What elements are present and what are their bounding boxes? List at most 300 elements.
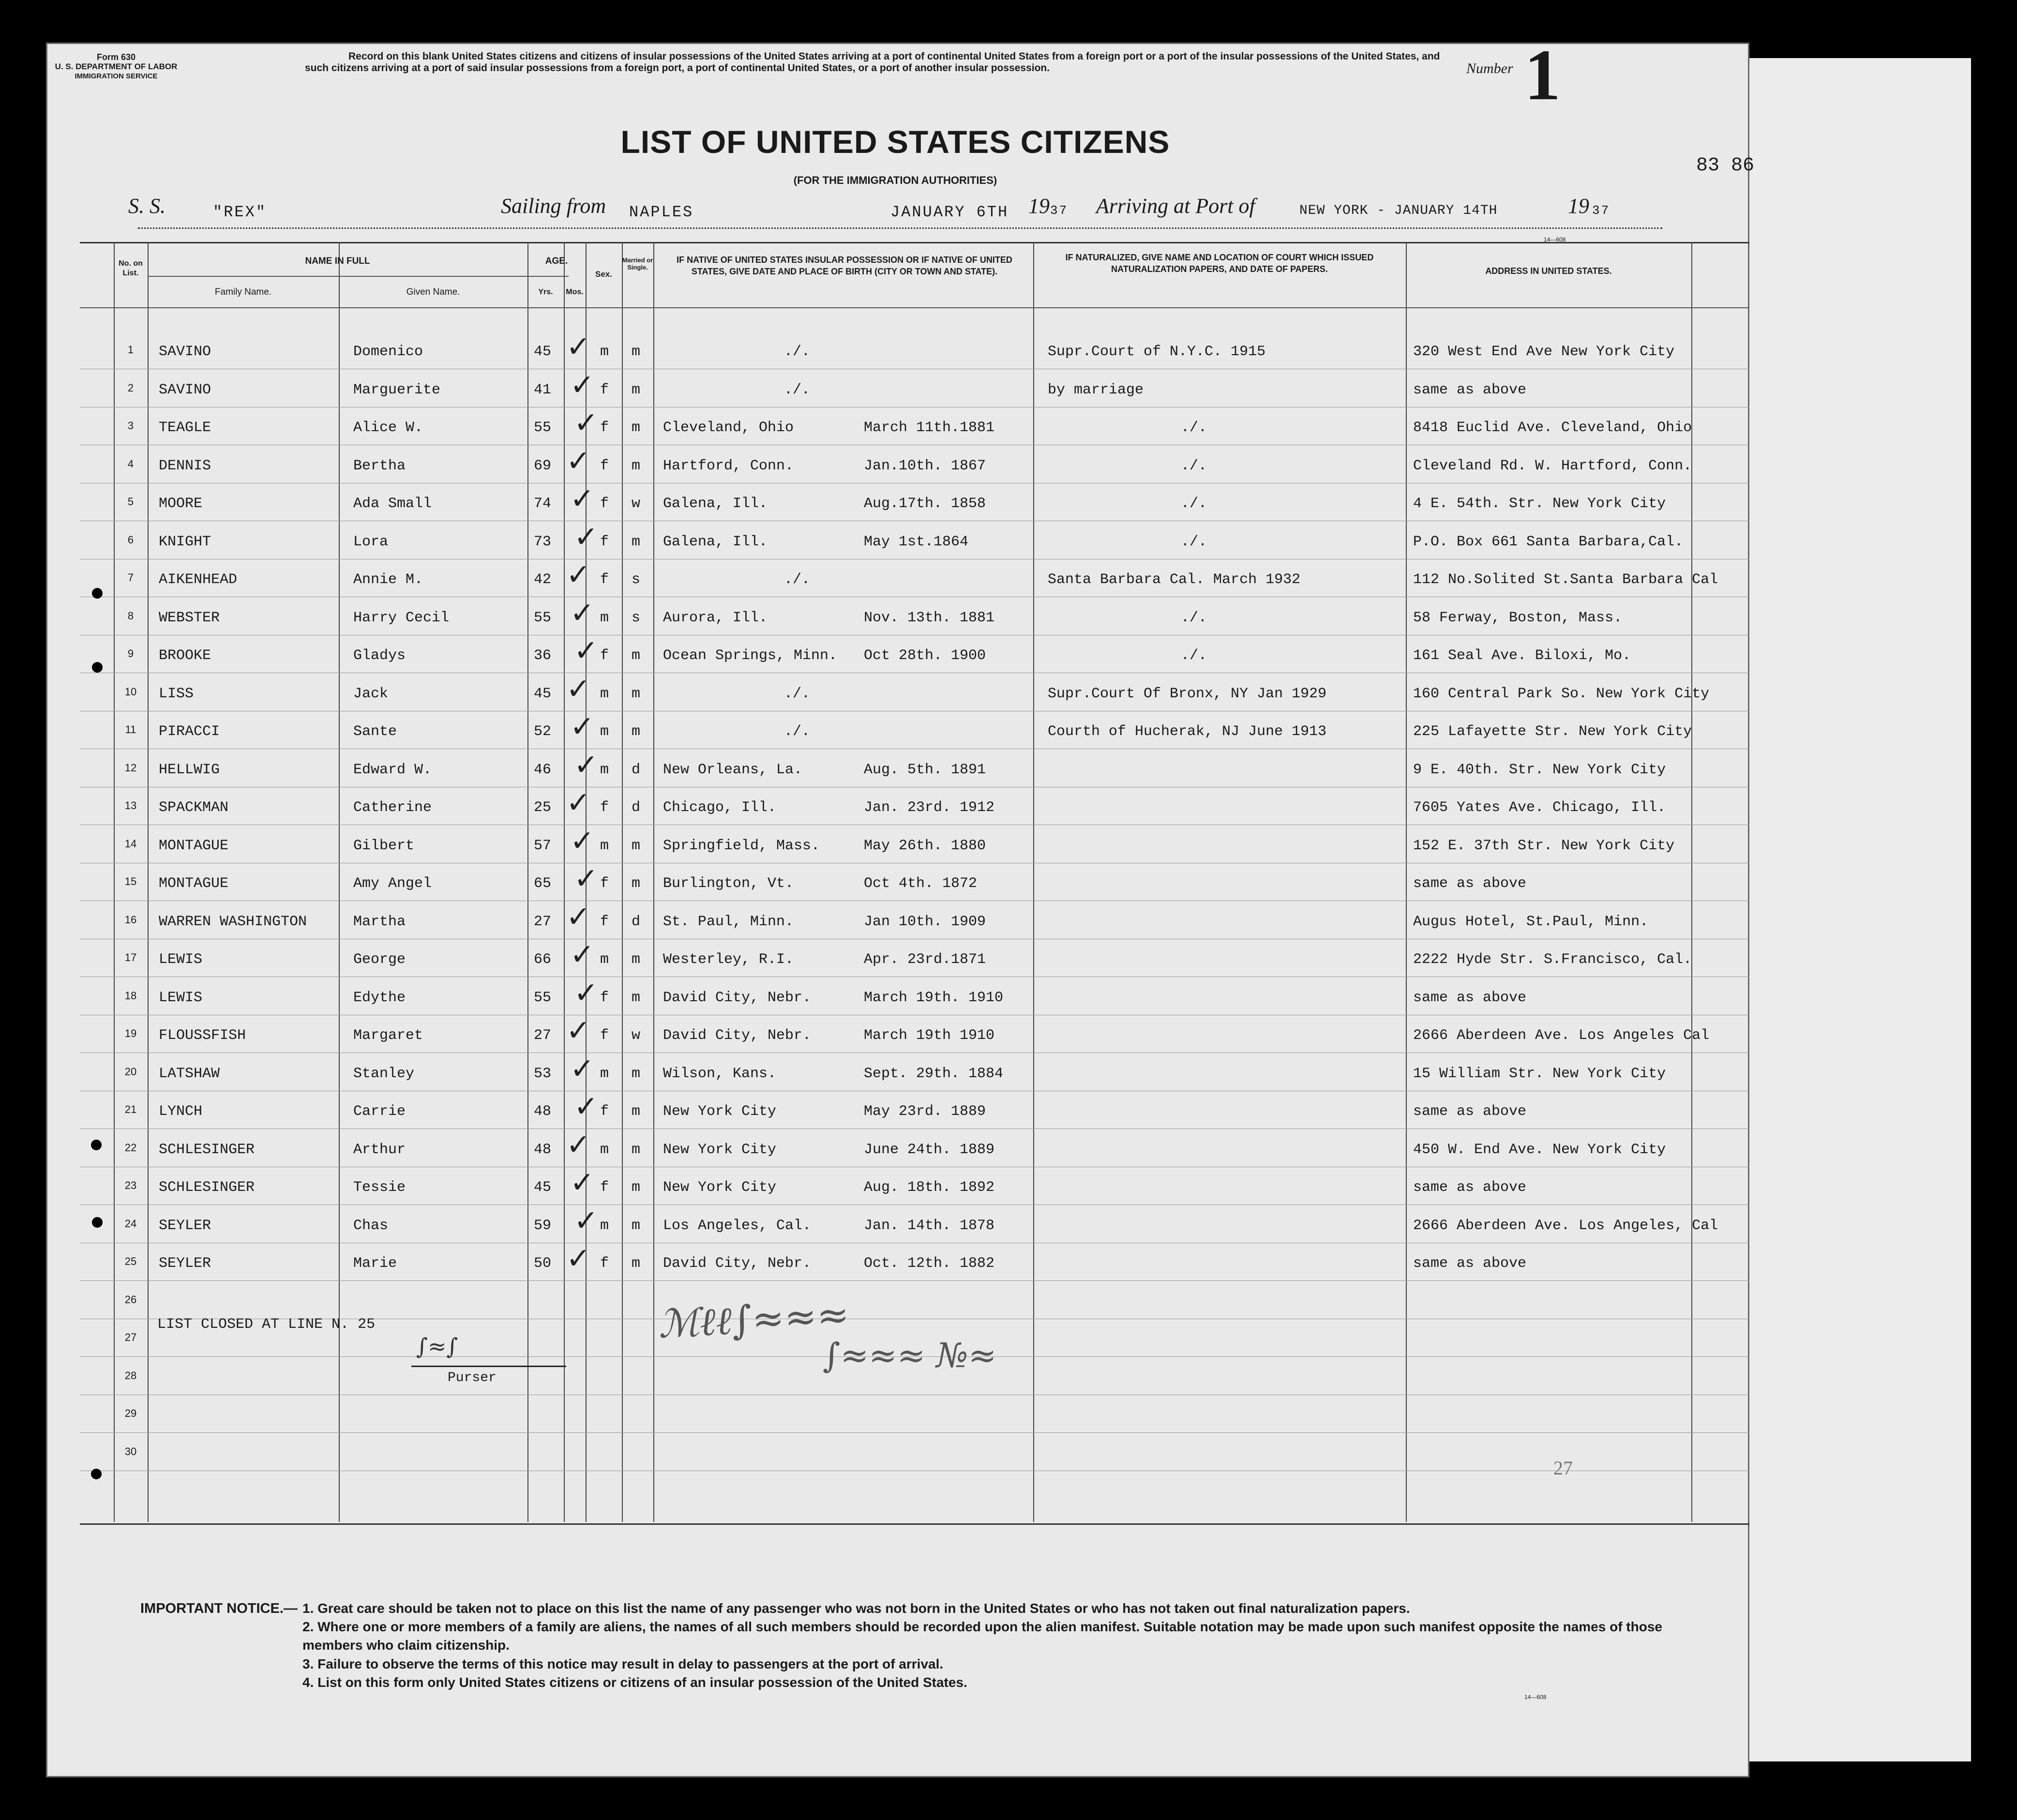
- given-name-cell: Alice W.: [353, 420, 423, 436]
- marital-status-cell: m: [632, 1179, 641, 1196]
- birthplace-cell: St. Paul, Minn.: [663, 913, 794, 930]
- naturalization-cell: ./.: [1181, 457, 1207, 474]
- sex-cell: f: [600, 496, 609, 512]
- sex-cell: m: [600, 837, 609, 854]
- birthplace-cell: New York City: [663, 1103, 777, 1120]
- header-sex: Sex.: [595, 270, 612, 279]
- column-divider: [564, 242, 565, 1522]
- age-cell: 41: [534, 381, 552, 398]
- notice-item-1: 1. Great care should be taken not to place on this list the name of any passenger who was not born in the United States or who has not taken out final naturalization papers.: [302, 1601, 1410, 1616]
- sex-cell: f: [600, 989, 609, 1006]
- page-title: LIST OF UNITED STATES CITIZENS: [620, 124, 1170, 160]
- marital-status-cell: s: [632, 609, 641, 626]
- age-cell: 36: [534, 647, 552, 664]
- age-cell: 55: [534, 989, 552, 1006]
- address-cell: 2666 Aberdeen Ave. Los Angeles, Cal: [1413, 1217, 1718, 1234]
- number-label: Number: [1466, 60, 1513, 76]
- year-prefix-from: 19: [1028, 194, 1050, 218]
- given-name-cell: Arthur: [353, 1141, 406, 1158]
- age-cell: 59: [534, 1217, 552, 1234]
- family-name-cell: SAVINO: [159, 344, 211, 360]
- port-to: NEW YORK - JANUARY 14TH: [1299, 203, 1498, 218]
- given-name-cell: Ada Small: [353, 496, 432, 512]
- sex-cell: f: [600, 1179, 609, 1196]
- marital-status-cell: m: [632, 1141, 641, 1158]
- age-cell: 57: [534, 837, 552, 854]
- marital-status-cell: m: [632, 1103, 641, 1120]
- given-name-cell: Bertha: [353, 457, 406, 474]
- birth-date-cell: Apr. 23rd.1871: [864, 951, 986, 968]
- family-name-cell: MONTAGUE: [159, 875, 229, 892]
- check-mark-icon: ✓: [566, 900, 591, 934]
- year-to: 37: [1592, 203, 1611, 218]
- birthplace-cell: New York City: [663, 1179, 777, 1196]
- age-cell: 73: [534, 533, 552, 550]
- sex-cell: m: [600, 685, 609, 702]
- header-naturalized: IF NATURALIZED, GIVE NAME AND LOCATION OF COURT WHICH ISSUED NATURALIZATION PAPERS, AND DATE OF PAPERS.: [1065, 253, 1374, 274]
- row-number: 17: [124, 951, 137, 963]
- address-cell: 112 No.Solited St.Santa Barbara Cal: [1413, 572, 1718, 588]
- address-cell: same as above: [1413, 875, 1527, 892]
- address-cell: 7605 Yates Ave. Chicago, Ill.: [1413, 799, 1666, 816]
- birth-date-cell: Oct 28th. 1900: [864, 647, 986, 664]
- given-name-cell: Stanley: [353, 1065, 415, 1082]
- address-cell: same as above: [1413, 381, 1527, 398]
- age-cell: 42: [534, 572, 552, 588]
- sex-cell: f: [600, 572, 609, 588]
- check-mark-icon: ✓: [566, 330, 591, 364]
- check-mark-icon: ✓: [570, 482, 595, 516]
- sex-cell: f: [600, 457, 609, 474]
- margin-number: 83 86: [1696, 155, 1755, 177]
- column-divider: [1406, 242, 1407, 1522]
- age-cell: 48: [534, 1141, 552, 1158]
- address-cell: 4 E. 54th. Str. New York City: [1413, 496, 1666, 512]
- row-number: 16: [124, 913, 137, 926]
- marital-status-cell: m: [632, 685, 641, 702]
- birthplace-cell: New York City: [663, 1141, 777, 1158]
- check-mark-icon: ✓: [570, 938, 595, 972]
- row-number: 21: [124, 1103, 137, 1115]
- sex-cell: m: [600, 609, 609, 626]
- family-name-cell: PIRACCI: [159, 723, 220, 740]
- inspector-signature: ℳℓℓ∫≈≈≈: [657, 1292, 851, 1347]
- age-cell: 45: [534, 685, 552, 702]
- birthplace-cell: ./.: [784, 344, 811, 360]
- given-name-cell: Margaret: [353, 1027, 423, 1044]
- birth-date-cell: March 11th.1881: [864, 420, 995, 436]
- family-name-cell: WARREN WASHINGTON: [159, 913, 307, 930]
- port-from: NAPLES: [629, 203, 694, 221]
- check-mark-icon: ✓: [566, 672, 591, 706]
- naturalization-cell: ./.: [1181, 420, 1207, 436]
- sex-cell: f: [600, 533, 609, 550]
- sex-cell: f: [600, 1103, 609, 1120]
- birthplace-cell: Springfield, Mass.: [663, 837, 820, 854]
- header-address: ADDRESS IN UNITED STATES.: [1485, 266, 1612, 276]
- family-name-cell: DENNIS: [159, 457, 211, 474]
- given-name-cell: Lora: [353, 533, 389, 550]
- form-number: Form 630: [96, 52, 136, 62]
- row-number: 10: [124, 685, 137, 698]
- marital-status-cell: m: [632, 533, 641, 550]
- given-name-cell: Harry Cecil: [353, 609, 450, 626]
- address-cell: 320 West End Ave New York City: [1413, 344, 1675, 360]
- address-cell: 8418 Euclid Ave. Cleveland, Ohio: [1413, 420, 1692, 436]
- marital-status-cell: m: [632, 951, 641, 968]
- birthplace-cell: Chicago, Ill.: [663, 799, 777, 816]
- sex-cell: m: [600, 1065, 609, 1082]
- birthplace-cell: Galena, Ill.: [663, 533, 768, 550]
- check-mark-icon: ✓: [574, 406, 599, 440]
- punch-hole: [91, 1140, 102, 1150]
- birthplace-cell: Galena, Ill.: [663, 496, 768, 512]
- print-code: 14—608: [1544, 236, 1566, 243]
- given-name-cell: George: [353, 951, 406, 968]
- age-cell: 55: [534, 420, 552, 436]
- header-bottom-rule: [80, 307, 1749, 308]
- naturalization-cell: Supr.Court of N.Y.C. 1915: [1048, 344, 1266, 360]
- row-number: 3: [127, 420, 134, 432]
- given-name-cell: Marguerite: [353, 381, 441, 398]
- sex-cell: f: [600, 420, 609, 436]
- birthplace-cell: Ocean Springs, Minn.: [663, 647, 838, 664]
- row-number: 9: [127, 647, 134, 660]
- row-rule: [80, 1204, 1749, 1205]
- birth-date-cell: June 24th. 1889: [864, 1141, 995, 1158]
- birthplace-cell: Hartford, Conn.: [663, 457, 794, 474]
- age-cell: 45: [534, 1179, 552, 1196]
- marital-status-cell: m: [632, 420, 641, 436]
- naturalization-cell: ./.: [1181, 609, 1207, 626]
- given-name-cell: Amy Angel: [353, 875, 432, 892]
- sex-cell: f: [600, 1027, 609, 1044]
- marital-status-cell: m: [632, 381, 641, 398]
- address-cell: same as above: [1413, 1255, 1527, 1272]
- family-name-cell: SPACKMAN: [159, 799, 229, 816]
- age-cell: 25: [534, 799, 552, 816]
- row-number: 5: [127, 496, 134, 508]
- birthplace-cell: ./.: [784, 723, 811, 740]
- number-value: 1: [1524, 35, 1561, 115]
- age-cell: 27: [534, 913, 552, 930]
- address-cell: 161 Seal Ave. Biloxi, Mo.: [1413, 647, 1631, 664]
- birth-date-cell: Aug.17th. 1858: [864, 496, 986, 512]
- check-mark-icon: ✓: [566, 1014, 591, 1048]
- column-divider: [527, 242, 528, 1522]
- age-cell: 66: [534, 951, 552, 968]
- family-name-cell: SCHLESINGER: [159, 1179, 255, 1196]
- address-cell: 9 E. 40th. Str. New York City: [1413, 761, 1666, 778]
- notice-item-4: 4. List on this form only United States citizens or citizens of an insular possession of the United States.: [302, 1675, 967, 1690]
- age-cell: 27: [534, 1027, 552, 1044]
- marital-status-cell: d: [632, 799, 641, 816]
- age-cell: 52: [534, 723, 552, 740]
- naturalization-cell: by marriage: [1048, 381, 1144, 398]
- header-married-single: Married or Single.: [622, 256, 653, 271]
- family-name-cell: AIKENHEAD: [159, 572, 238, 588]
- row-number: 15: [124, 875, 137, 887]
- row-number: 20: [124, 1065, 137, 1078]
- marital-status-cell: m: [632, 647, 641, 664]
- row-number: 11: [125, 723, 136, 736]
- row-number: 4: [127, 457, 134, 470]
- birthplace-cell: Burlington, Vt.: [663, 875, 794, 892]
- marital-status-cell: m: [632, 989, 641, 1006]
- row-number: 7: [127, 572, 134, 584]
- family-name-cell: LYNCH: [159, 1103, 203, 1120]
- birth-date-cell: Aug. 5th. 1891: [864, 761, 986, 778]
- address-cell: 450 W. End Ave. New York City: [1413, 1141, 1666, 1158]
- marital-status-cell: m: [632, 457, 641, 474]
- family-name-cell: LATSHAW: [159, 1065, 220, 1082]
- check-mark-icon: ✓: [570, 1166, 595, 1200]
- birth-date-cell: Jan. 23rd. 1912: [864, 799, 995, 816]
- age-cell: 53: [534, 1065, 552, 1082]
- marital-status-cell: m: [632, 344, 641, 360]
- column-divider: [148, 242, 149, 1522]
- header-no: No. on List.: [119, 259, 143, 277]
- row-rule: [80, 1432, 1749, 1433]
- row-number: 27: [124, 1331, 137, 1343]
- row-number: 30: [124, 1445, 137, 1458]
- naturalization-cell: ./.: [1181, 496, 1207, 512]
- birth-date-cell: March 19th. 1910: [864, 989, 1004, 1006]
- punch-hole: [92, 662, 103, 673]
- purser-label: Purser: [448, 1370, 497, 1385]
- marital-status-cell: m: [632, 723, 641, 740]
- sailing-line-rule: [138, 227, 1662, 229]
- sex-cell: f: [600, 1255, 609, 1272]
- sex-cell: f: [600, 799, 609, 816]
- record-instructions: Record on this blank United States citizens and citizens of insular possessions of the United States arriving at a port of continental United States from a foreign port or a port of the insular possessions of the United States, and such citizens arriving at a port of said insular possessions from a foreign port, a port of continental United States, or a port of another insular possession.: [305, 51, 1440, 74]
- arriving-label: Arriving at Port of: [1096, 194, 1255, 218]
- birthplace-cell: ./.: [784, 381, 811, 398]
- age-cell: 55: [534, 609, 552, 626]
- birth-date-cell: Aug. 18th. 1892: [864, 1179, 995, 1196]
- address-cell: 152 E. 37th Str. New York City: [1413, 837, 1675, 854]
- header-birth: IF NATIVE OF UNITED STATES INSULAR POSSESSION OR IF NATIVE OF UNITED STATES, GIVE DATE AND PLACE OF BIRTH (CITY OR TOWN AND STATE).: [677, 255, 1012, 276]
- family-name-cell: LISS: [159, 685, 194, 702]
- address-cell: Cleveland Rd. W. Hartford, Conn.: [1413, 457, 1692, 474]
- birth-date-cell: May 1st.1864: [864, 533, 969, 550]
- check-mark-icon: ✓: [574, 520, 599, 554]
- check-mark-icon: ✓: [570, 1052, 595, 1086]
- naturalization-cell: Santa Barbara Cal. March 1932: [1048, 572, 1301, 588]
- address-cell: 15 William Str. New York City: [1413, 1065, 1666, 1082]
- given-name-cell: Martha: [353, 913, 406, 930]
- address-cell: 2666 Aberdeen Ave. Los Angeles Cal: [1413, 1027, 1710, 1044]
- naturalization-cell: Courth of Hucherak, NJ June 1913: [1048, 723, 1327, 740]
- column-divider: [622, 242, 623, 1522]
- birthplace-cell: Westerley, R.I.: [663, 951, 794, 968]
- check-mark-icon: ✓: [566, 444, 591, 478]
- row-number: 29: [124, 1407, 137, 1419]
- age-cell: 69: [534, 457, 552, 474]
- given-name-cell: Catherine: [353, 799, 432, 816]
- age-cell: 48: [534, 1103, 552, 1120]
- date-from: JANUARY 6TH: [890, 203, 1009, 221]
- row-number: 22: [124, 1141, 137, 1154]
- row-number: 8: [127, 609, 134, 622]
- family-name-cell: SEYLER: [159, 1255, 211, 1272]
- given-name-cell: Sante: [353, 723, 397, 740]
- row-number: 24: [124, 1217, 137, 1230]
- inspector-signature-2: ∫≈≈≈ №≈: [823, 1336, 997, 1375]
- sex-cell: m: [600, 951, 609, 968]
- birth-date-cell: May 23rd. 1889: [864, 1103, 986, 1120]
- marital-status-cell: m: [632, 1065, 641, 1082]
- birthplace-cell: Aurora, Ill.: [663, 609, 768, 626]
- check-mark-icon: ✓: [566, 1242, 591, 1276]
- given-name-cell: Tessie: [353, 1179, 406, 1196]
- birth-date-cell: Oct 4th. 1872: [864, 875, 978, 892]
- row-rule: [80, 1128, 1749, 1129]
- family-name-cell: MOORE: [159, 496, 203, 512]
- family-name-cell: FLOUSSFISH: [159, 1027, 246, 1044]
- check-mark-icon: ✓: [574, 748, 599, 782]
- age-cell: 46: [534, 761, 552, 778]
- age-cell: 74: [534, 496, 552, 512]
- birth-date-cell: Jan.10th. 1867: [864, 457, 986, 474]
- list-closed-note: LIST CLOSED AT LINE N. 25: [157, 1316, 376, 1333]
- address-cell: same as above: [1413, 1179, 1527, 1196]
- birthplace-cell: Cleveland, Ohio: [663, 420, 794, 436]
- row-number: 14: [124, 837, 137, 850]
- birthplace-cell: Los Angeles, Cal.: [663, 1217, 812, 1234]
- header-months: Mos.: [566, 288, 584, 296]
- sex-cell: f: [600, 875, 609, 892]
- marital-status-cell: w: [632, 1027, 641, 1044]
- given-name-cell: Edythe: [353, 989, 406, 1006]
- age-cell: 65: [534, 875, 552, 892]
- sex-cell: m: [600, 1217, 609, 1234]
- punch-hole: [92, 1217, 103, 1228]
- department: U. S. DEPARTMENT OF LABOR: [55, 62, 178, 71]
- row-number: 28: [124, 1369, 137, 1382]
- family-name-cell: LEWIS: [159, 989, 203, 1006]
- family-name-cell: SCHLESINGER: [159, 1141, 255, 1158]
- notice-heading: IMPORTANT NOTICE.—: [140, 1601, 298, 1616]
- sex-cell: f: [600, 381, 609, 398]
- given-name-cell: Carrie: [353, 1103, 406, 1120]
- birth-date-cell: May 26th. 1880: [864, 837, 986, 854]
- check-mark-icon: ✓: [574, 634, 599, 668]
- sex-cell: f: [600, 913, 609, 930]
- notice-item-3: 3. Failure to observe the terms of this notice may result in delay to passengers at the port of arrival.: [302, 1656, 944, 1671]
- marital-status-cell: m: [632, 1255, 641, 1272]
- given-name-cell: Chas: [353, 1217, 389, 1234]
- birth-date-cell: March 19th 1910: [864, 1027, 995, 1044]
- notice-item-2: 2. Where one or more members of a family are aliens, the names of all such members should be recorded upon the alien manifest. Suitable notation may be made upon such manifest opposite the names of those members who claim citizenship.: [302, 1619, 1662, 1653]
- family-name-cell: BROOKE: [159, 647, 211, 664]
- address-cell: 225 Lafayette Str. New York City: [1413, 723, 1692, 740]
- family-name-cell: MONTAGUE: [159, 837, 229, 854]
- sex-cell: m: [600, 723, 609, 740]
- address-cell: same as above: [1413, 1103, 1527, 1120]
- family-name-cell: SAVINO: [159, 381, 211, 398]
- header-given-name: Given Name.: [406, 287, 460, 297]
- age-cell: 45: [534, 344, 552, 360]
- header-subdivider: [148, 276, 569, 277]
- row-number: 2: [127, 381, 134, 394]
- check-mark-icon: ✓: [574, 862, 599, 896]
- check-mark-icon: ✓: [574, 976, 599, 1010]
- birthplace-cell: David City, Nebr.: [663, 1255, 812, 1272]
- family-name-cell: KNIGHT: [159, 533, 211, 550]
- address-cell: 160 Central Park So. New York City: [1413, 685, 1710, 702]
- column-divider: [653, 242, 654, 1522]
- row-number: 13: [124, 799, 137, 812]
- given-name-cell: Gilbert: [353, 837, 415, 854]
- birthplace-cell: New Orleans, La.: [663, 761, 803, 778]
- marital-status-cell: m: [632, 1217, 641, 1234]
- row-number: 19: [124, 1027, 137, 1039]
- marital-status-cell: m: [632, 837, 641, 854]
- punch-hole: [91, 1469, 102, 1479]
- year-prefix-to: 19: [1568, 194, 1589, 218]
- header-family-name: Family Name.: [214, 287, 272, 297]
- header-age: AGE.: [545, 256, 568, 266]
- sex-cell: f: [600, 647, 609, 664]
- given-name-cell: Domenico: [353, 344, 423, 360]
- family-name-cell: LEWIS: [159, 951, 203, 968]
- punch-hole: [92, 588, 103, 599]
- birthplace-cell: ./.: [784, 685, 811, 702]
- check-mark-icon: ✓: [566, 1128, 591, 1162]
- sex-cell: m: [600, 761, 609, 778]
- check-mark-icon: ✓: [570, 710, 595, 744]
- row-number: 25: [124, 1255, 137, 1267]
- check-mark-icon: ✓: [570, 368, 595, 402]
- marital-status-cell: d: [632, 913, 641, 930]
- age-cell: 50: [534, 1255, 552, 1272]
- sex-cell: m: [600, 344, 609, 360]
- family-name-cell: SEYLER: [159, 1217, 211, 1234]
- header-years: Yrs.: [538, 288, 553, 296]
- column-divider: [1033, 242, 1034, 1522]
- given-name-cell: Jack: [353, 685, 389, 702]
- birthplace-cell: David City, Nebr.: [663, 1027, 812, 1044]
- header-name-in-full: NAME IN FULL: [305, 256, 370, 266]
- naturalization-cell: ./.: [1181, 533, 1207, 550]
- address-cell: Augus Hotel, St.Paul, Minn.: [1413, 913, 1649, 930]
- sailing-from-label: Sailing from: [501, 194, 606, 218]
- row-number: 12: [124, 761, 137, 774]
- service: IMMIGRATION SERVICE: [75, 72, 158, 80]
- adjacent-page: [1742, 58, 1971, 1761]
- row-number: 1: [127, 344, 134, 356]
- given-name-cell: Edward W.: [353, 761, 432, 778]
- naturalization-cell: Supr.Court Of Bronx, NY Jan 1929: [1048, 685, 1327, 702]
- row-rule: [80, 1280, 1749, 1281]
- check-mark-icon: ✓: [566, 558, 591, 592]
- purser-signature: ∫≈∫: [416, 1333, 458, 1359]
- address-cell: 2222 Hyde Str. S.Francisco, Cal.: [1413, 951, 1692, 968]
- family-name-cell: TEAGLE: [159, 420, 211, 436]
- given-name-cell: Annie M.: [353, 572, 423, 588]
- address-cell: 58 Ferway, Boston, Mass.: [1413, 609, 1623, 626]
- marital-status-cell: d: [632, 761, 641, 778]
- marital-status-cell: m: [632, 875, 641, 892]
- family-name-cell: HELLWIG: [159, 761, 220, 778]
- family-name-cell: WEBSTER: [159, 609, 220, 626]
- birth-date-cell: Jan 10th. 1909: [864, 913, 986, 930]
- birthplace-cell: ./.: [784, 572, 811, 588]
- signature-line: [411, 1366, 566, 1367]
- check-mark-icon: ✓: [566, 786, 591, 820]
- row-number: 26: [124, 1293, 137, 1306]
